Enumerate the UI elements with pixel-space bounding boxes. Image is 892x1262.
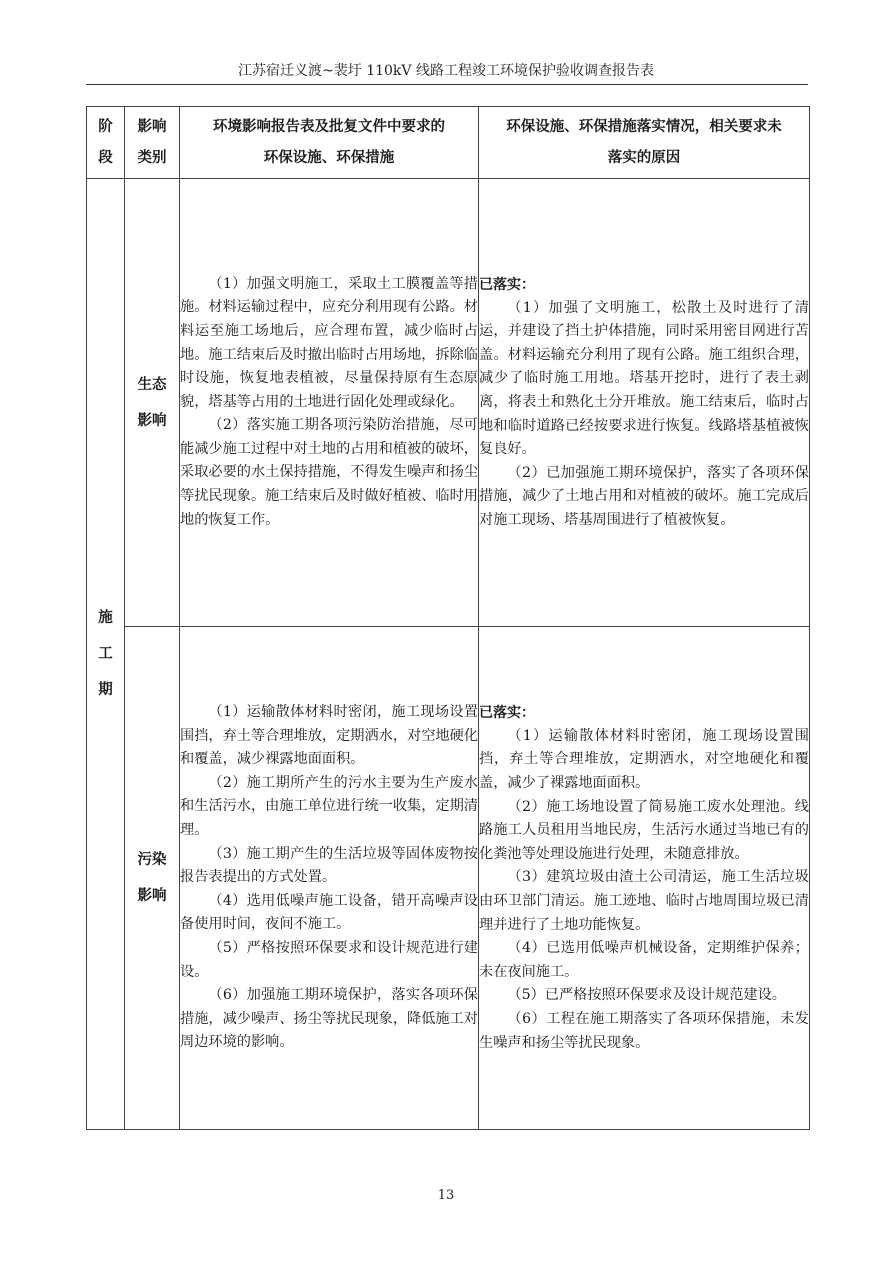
header-req-line2: 环保设施、环保措施 [263, 149, 395, 166]
implementation-item: （1）加强了文明施工，松散土及时进行了清运，并建设了挡土护体措施，同时采用密目网进行苫盖。材料运输充分利用了现有公路。施工组织合理，减少了临时施工用地。塔基开挖时，进行了表土剥离，将表土和熟化土分开堆放。施工结束后，临时占地和临时道路已经按要求进行恢复。线路塔基植被恢复良好。 [479, 299, 809, 458]
implementation-item: （2）已加强施工期环境保护，落实了各项环保措施，减少了土地占用和对植被的破坏。施工完成后对施工现场、塔基周围进行了植被恢复。 [479, 464, 809, 528]
implementation-item: （1）运输散体材料时密闭，施工现场设置围挡，弃土等合理堆放，定期洒水，对空地硬化和覆盖，减少了裸露地面面积。 [479, 727, 809, 792]
requirement-item: （1）运输散体材料时密闭，施工现场设置围挡，弃土等合理堆放，定期洒水，对空地硬化和覆盖，减少裸露地面面积。 [180, 704, 478, 768]
implementation-item: （2）施工场地设置了简易施工废水处理池。线路施工人员租用当地民房，生活污水通过当地已有的化粪池等处理设施进行处理，未随意排放。 [479, 798, 809, 862]
requirement-item: （5）严格按照环保要求和设计规范进行建设。 [180, 939, 478, 980]
header-divider [86, 84, 808, 85]
status-label: 已落实： [479, 276, 535, 293]
header-stage-line1: 阶 [98, 118, 113, 135]
implementation-item: （3）建筑垃圾由渣土公司清运，施工生活垃圾由环卫部门清运。施工迹地、临时占地周围垃圾已清理并进行了土地功能恢复。 [479, 869, 809, 933]
requirement-item: （3）施工期产生的生活垃圾等固体废物按报告表提出的方式处置。 [180, 845, 478, 886]
implementation-pollution [479, 627, 810, 1130]
stage-char-2: 工 [98, 646, 113, 662]
stage-char-1: 施 [98, 610, 113, 626]
requirement-item: （6）加强施工期环境保护，落实各项环保措施，减少噪声、扬尘等扰民现象，降低施工对周边环境的影响。 [180, 987, 478, 1051]
header-impact-type [125, 107, 180, 179]
impact-type-line1: 生态 [137, 376, 167, 393]
impact-type-line2: 影响 [137, 888, 167, 904]
requirement-item: （1）加强文明施工，采取土工膜覆盖等措施。材料运输过程中，应充分利用现有公路。材料运至施工场地后，应合理布置，减少临时占地。施工结束后及时撤出临时占用场地，拆除临时设施，恢复地表植被，尽量保持原有生态原貌，塔基等占用的土地进行固化处理或绿化。 [180, 275, 478, 410]
report-header-title: 江苏宿迁义渡~裴圩 110kV 线路工程竣工环境保护验收调查报告表 [238, 63, 654, 79]
requirements-pollution [180, 627, 479, 1130]
impact-type-line1: 污染 [137, 852, 167, 868]
table-header-row [87, 107, 810, 179]
table-row-ecological [87, 179, 810, 627]
implementation-ecological [479, 179, 810, 627]
implementation-item: （5）已严格按照环保要求及设计规范建设。 [507, 987, 786, 1004]
implementation-item: （4）已选用低噪声机械设备，定期维护保养；未在夜间施工。 [479, 940, 809, 980]
requirement-item: （2）施工期所产生的污水主要为生产废水和生活污水，由施工单位进行统一收集，定期清理。 [180, 774, 478, 839]
requirement-item: （4）选用低噪声施工设备，错开高噪声设备使用时间，夜间不施工。 [180, 892, 478, 933]
header-implementation [479, 107, 810, 179]
requirement-item: （2）落实施工期各项污染防治措施，尽可能减少施工过程中对土地的占用和植被的破坏，采取必要的水土保持措施，不得发生噪声和扬尘等扰民现象。施工结束后及时做好植被、临时用地的恢复工作。 [180, 417, 478, 528]
header-stage-line2: 段 [98, 149, 113, 166]
table-row-pollution [87, 627, 810, 1130]
stage-construction-cell [87, 179, 125, 1130]
header-stage [87, 107, 125, 179]
impact-type-pollution [125, 627, 180, 1130]
page-number: 13 [437, 1188, 455, 1203]
header-requirements [180, 107, 479, 179]
header-req-line1: 环境影响报告表及批复文件中要求的 [213, 118, 445, 135]
header-impl-line1: 环保设施、环保措施落实情况，相关要求未 [506, 118, 782, 135]
impact-type-line2: 影响 [137, 412, 167, 429]
environmental-measures-table [86, 106, 810, 1130]
requirements-ecological [180, 179, 479, 627]
status-label: 已落实： [479, 704, 535, 721]
header-type-line1: 影响 [137, 118, 167, 135]
stage-char-3: 期 [98, 682, 113, 698]
header-type-line2: 类别 [137, 149, 167, 166]
impact-type-ecological [125, 179, 180, 627]
header-impl-line2: 落实的原因 [607, 149, 681, 166]
implementation-item: （6）工程在施工期落实了各项环保措施，未发生噪声和扬尘等扰民现象。 [479, 1010, 809, 1051]
